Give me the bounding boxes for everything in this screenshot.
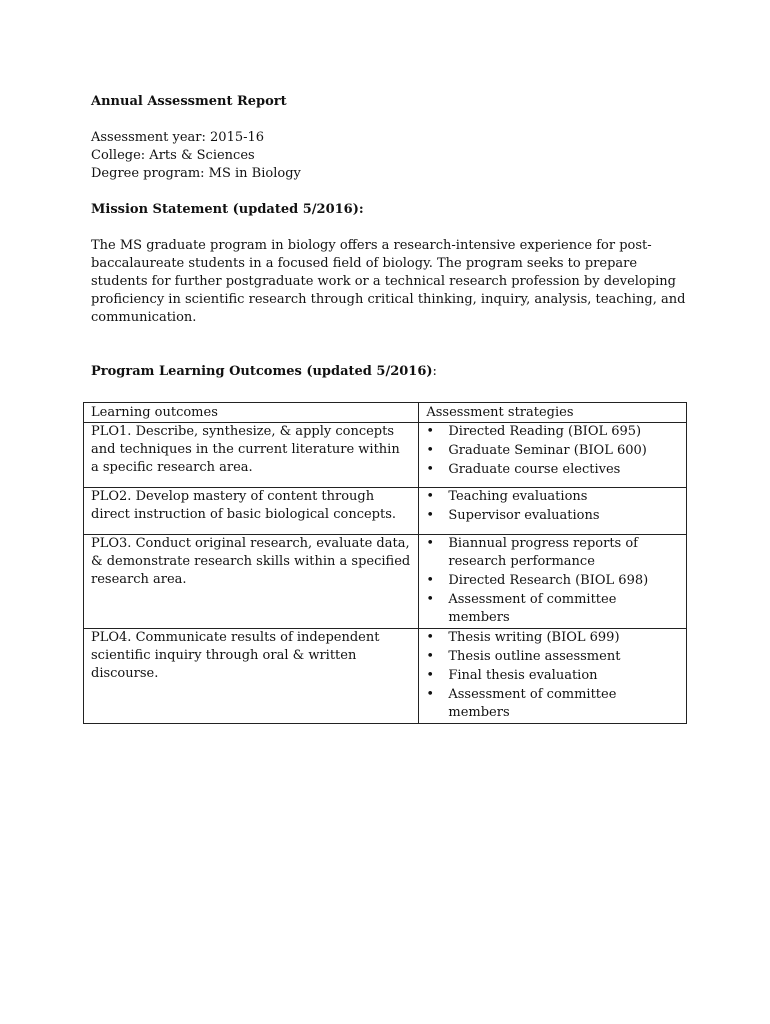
assessment-year: Assessment year: 2015-16 xyxy=(91,130,265,145)
strategy-list xyxy=(426,423,679,479)
bullet-icon: • xyxy=(426,592,435,607)
bullet-icon: • xyxy=(426,489,435,504)
degree-program: Degree program: MS in Biology xyxy=(91,166,301,181)
table-row xyxy=(84,423,687,488)
strategy-text: Directed Reading (BIOL 695) xyxy=(448,424,642,439)
strategy-text: Thesis writing (BIOL 699) xyxy=(448,630,620,645)
strategy-text: Graduate course electives xyxy=(448,462,621,477)
strategy-text: Final thesis evaluation xyxy=(448,668,598,683)
strategy-item xyxy=(426,648,679,666)
strategy-item xyxy=(426,507,679,525)
strategy-text: Assessment of committee members xyxy=(448,687,617,720)
table-header-row xyxy=(84,403,687,423)
outcome-cell: PLO4. Communicate results of independent scientific inquiry through oral & written discourse. xyxy=(84,629,419,724)
strategy-item xyxy=(426,461,679,479)
strategy-text: Thesis outline assessment xyxy=(448,649,621,664)
strategy-text: Directed Research (BIOL 698) xyxy=(448,573,649,588)
mission-heading: Mission Statement (updated 5/2016): xyxy=(91,202,364,217)
outcomes-heading-colon: : xyxy=(432,364,437,379)
header-learning-outcomes: Learning outcomes xyxy=(84,403,419,423)
bullet-icon: • xyxy=(426,462,435,477)
strategy-text: Biannual progress reports of research performance xyxy=(448,536,638,569)
table-row xyxy=(84,535,687,629)
strategy-list xyxy=(426,535,679,627)
report-title: Annual Assessment Report xyxy=(91,94,287,109)
strategy-cell xyxy=(419,488,687,535)
bullet-icon: • xyxy=(426,443,435,458)
table-row xyxy=(84,629,687,724)
bullet-icon: • xyxy=(426,630,435,645)
bullet-icon: • xyxy=(426,573,435,588)
strategy-list xyxy=(426,488,679,525)
strategy-text: Graduate Seminar (BIOL 600) xyxy=(448,443,647,458)
mission-statement: The MS graduate program in biology offers a research-intensive experience for post-baccalaureate students in a focused field of biology. The program seeks to prepare students for further postgraduate work or a technical research profession by developing proficiency in scientific research through critical thinking, inquiry, analysis, teaching, and communication. xyxy=(91,238,686,325)
bullet-icon: • xyxy=(426,424,435,439)
bullet-icon: • xyxy=(426,649,435,664)
outcome-cell: PLO1. Describe, synthesize, & apply concepts and techniques in the current literature within a specific research area. xyxy=(84,423,419,488)
outcomes-heading-text: Program Learning Outcomes (updated 5/2016) xyxy=(91,364,433,379)
strategy-list xyxy=(426,629,679,722)
table-row xyxy=(84,488,687,535)
strategy-item xyxy=(426,535,679,571)
strategy-item xyxy=(426,629,679,647)
strategy-text: Assessment of committee members xyxy=(448,592,617,625)
strategy-item xyxy=(426,686,679,722)
strategy-item xyxy=(426,488,679,506)
outcome-cell: PLO3. Conduct original research, evaluate data, & demonstrate research skills within a specified research area. xyxy=(84,535,419,629)
learning-outcomes-table xyxy=(83,402,687,724)
college: College: Arts & Sciences xyxy=(91,148,255,163)
bullet-icon: • xyxy=(426,508,435,523)
report-meta xyxy=(91,129,691,183)
strategy-item xyxy=(426,591,679,627)
strategy-text: Supervisor evaluations xyxy=(448,508,600,523)
strategy-cell xyxy=(419,423,687,488)
header-assessment-strategies: Assessment strategies xyxy=(419,403,687,423)
strategy-item xyxy=(426,667,679,685)
strategy-cell xyxy=(419,629,687,724)
outcomes-heading xyxy=(91,363,691,381)
strategy-item xyxy=(426,423,679,441)
outcome-cell: PLO2. Develop mastery of content through direct instruction of basic biological concepts. xyxy=(84,488,419,535)
strategy-text: Teaching evaluations xyxy=(448,489,588,504)
strategy-item xyxy=(426,442,679,460)
report-page xyxy=(91,93,691,391)
strategy-cell xyxy=(419,535,687,629)
bullet-icon: • xyxy=(426,687,435,702)
strategy-item xyxy=(426,572,679,590)
bullet-icon: • xyxy=(426,536,435,551)
bullet-icon: • xyxy=(426,668,435,683)
